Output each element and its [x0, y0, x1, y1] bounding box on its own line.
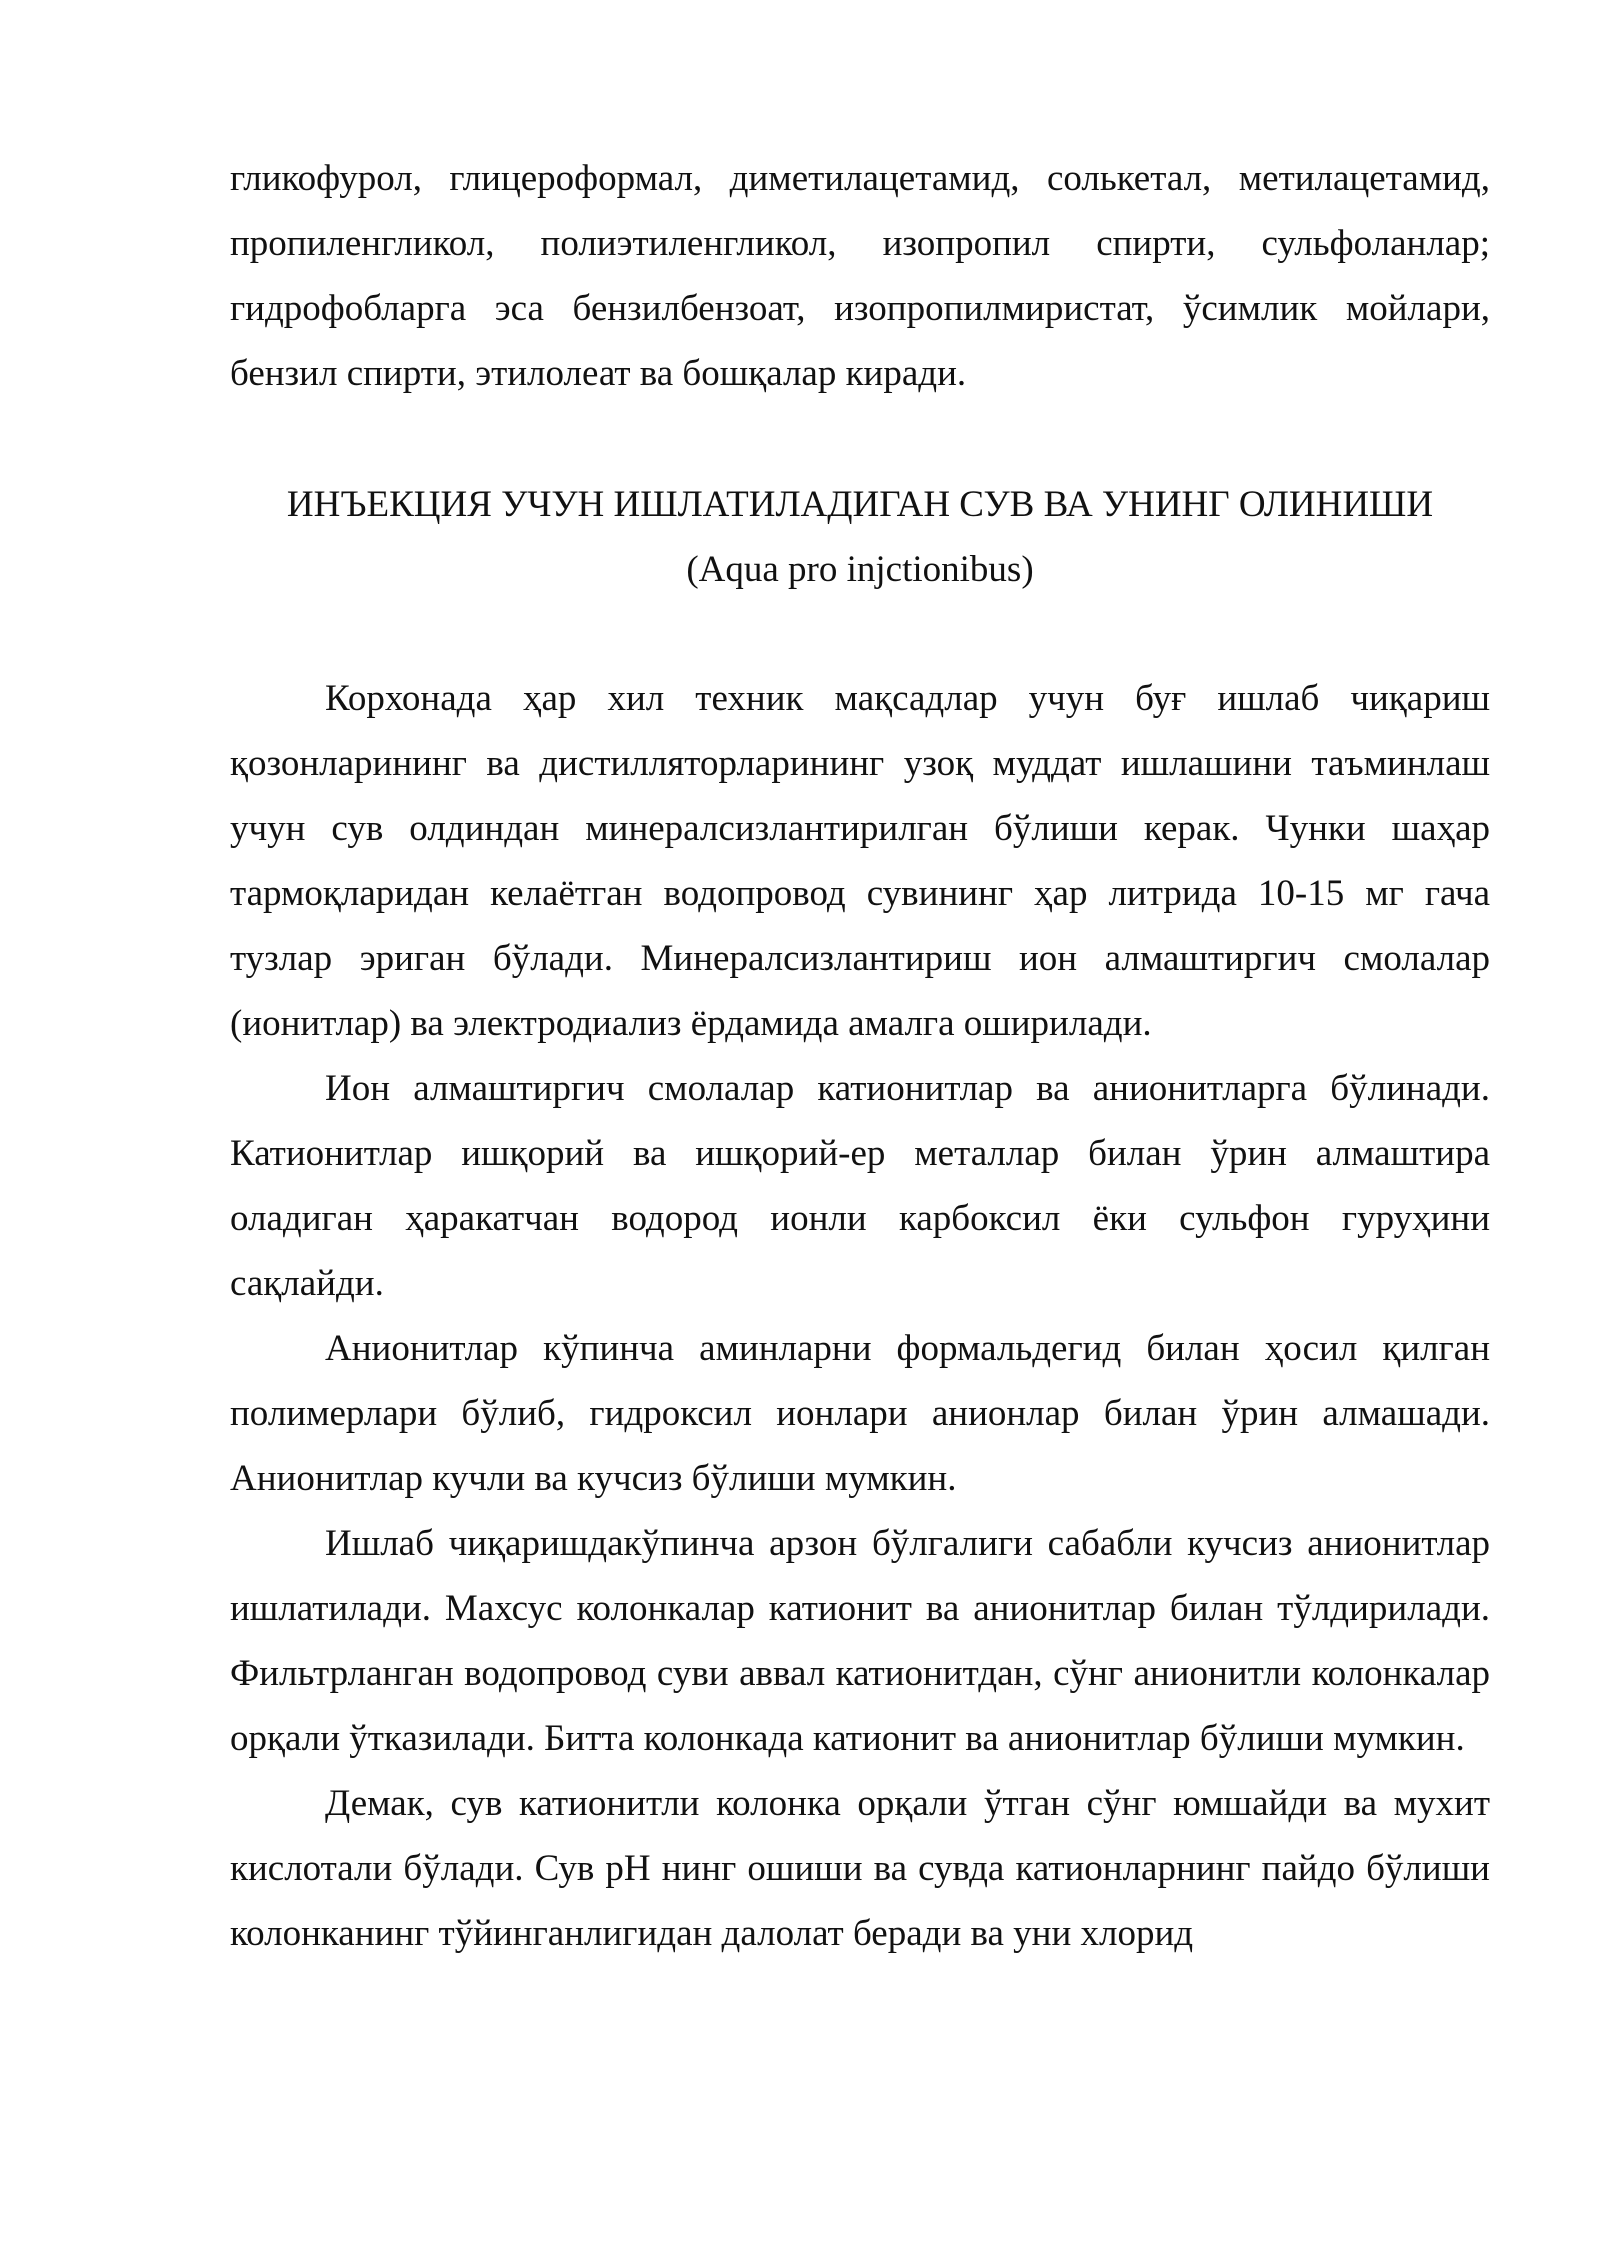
section-subtitle: (Aqua pro injctionibus) — [686, 549, 1034, 590]
body-paragraph: Ишлаб чиқаришдакўпинча арзон бўлгалиги сабабли кучсиз анионитлар ишлатилади. Махсус колонкалар катионит ва анионитлар билан тўлдирилади. Фильтрланган водопровод суви аввал катионитдан, сўнг анионитли колонкалар орқали ўтказилади. Битта колонкада катионит ва анионитлар бўлиши мумкин. — [230, 1523, 1490, 1759]
body-paragraph: Анионитлар кўпинча аминларни формальдегид билан ҳосил қилган полимерлари бўлиб, гидроксил ионлари анионлар билан ўрин алмашади. Анионитлар кучли ва кучсиз бўлиши мумкин. — [230, 1328, 1490, 1499]
section-heading — [230, 472, 1490, 602]
body-paragraph: Ион алмаштиргич смолалар катионитлар ва анионитларга бўлинади. Катионитлар ишқорий ва ишқорий-ер металлар билан ўрин алмаштира оладиган ҳаракатчан водород ионли карбоксил ёки сульфон гуруҳини сақлайди. — [230, 1068, 1490, 1304]
body-text — [230, 666, 1490, 1966]
body-paragraph: Демак, сув катионитли колонка орқали ўтган сўнг юмшайди ва мухит кислотали бўлади. Сув pH нинг ошиши ва сувда катионларнинг пайдо бўлиши колонканинг тўйинганлигидан далолат беради ва уни хлорид — [230, 1783, 1490, 1954]
section-title: ИНЪЕКЦИЯ УЧУН ИШЛАТИЛАДИГАН СУВ ВА УНИНГ ОЛИНИШИ — [286, 484, 1434, 525]
intro-block — [230, 146, 1490, 406]
intro-paragraph: гликофурол, глицероформал, диметилацетамид, солькетал, метилацетамид, пропиленгликол, полиэтиленгликол, изопропил спирти, сульфоланлар; гидрофобларга эса бензилбензоат, изопропилмиристат, ўсимлик мойлари, бензил спирти, этилолеат ва бошқалар киради. — [230, 158, 1490, 394]
body-paragraph: Корхонада ҳар хил техник мақсадлар учун буғ ишлаб чиқариш қозонларининг ва дистилляторларининг узоқ муддат ишлашини таъминлаш учун сув олдиндан минералсизлантирилган бўлиши керак. Чунки шаҳар тармоқларидан келаётган водопровод сувининг ҳар литрида 10-15 мг гача тузлар эриган бўлади. Минералсизлантириш ион алмаштиргич смолалар (ионитлар) ва электродиализ ёрдамида амалга оширилади. — [230, 678, 1490, 1044]
